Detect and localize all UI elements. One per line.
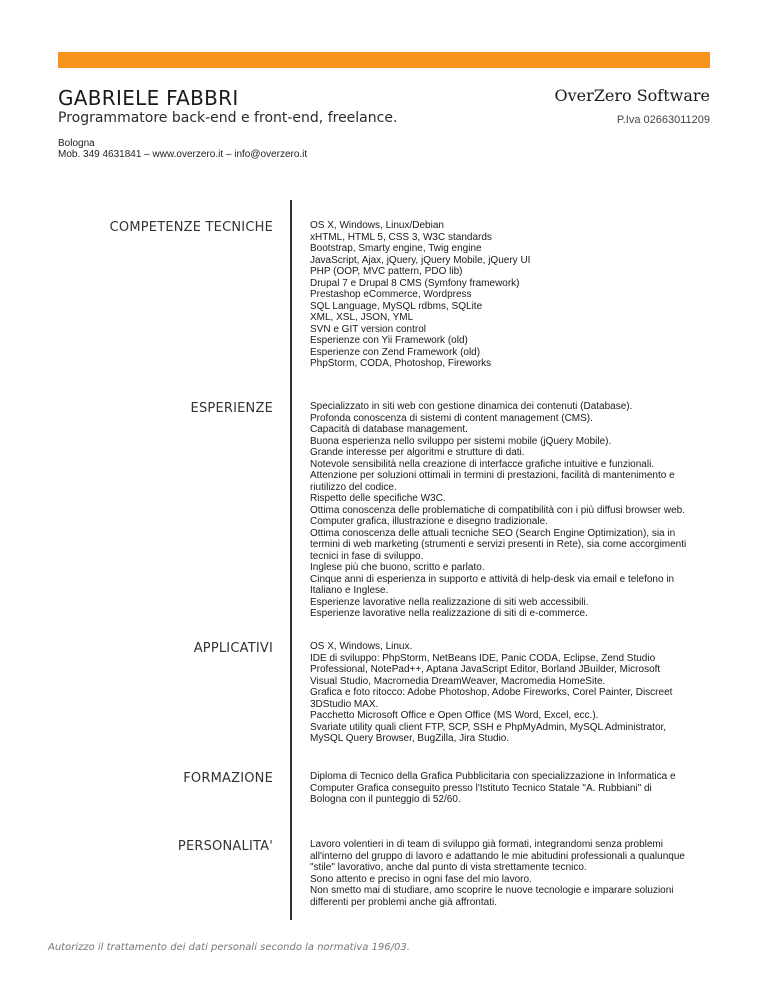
section-title: COMPETENZE TECNICHE [109,220,273,235]
privacy-footer: Autorizzo il trattamento dei dati personali secondo la normativa 196/03. [48,942,410,953]
section-line: PHP (OOP, MVC pattern, PDO lib) [310,266,463,277]
job-title: Programmatore back-end e front-end, freelance. [58,110,398,126]
section-line: Buona esperienza nello sviluppo per sistemi mobile (jQuery Mobile). [310,435,612,447]
section-line: differenti per problemi anche già affrontati. [310,896,497,908]
section-line: JavaScript, Ajax, jQuery, jQuery Mobile, jQuery UI [310,254,531,266]
section-line: "stile" lavorativo, anche dal punto di vista strettamente tecnico. [310,862,587,873]
section-line: IDE di sviluppo: PhpStorm, NetBeans IDE, Panic CODA, Eclipse, Zend Studio [310,652,656,664]
section-line: Ottima conoscenza delle problematiche di compatibilità con i più diffusi browser web. [310,504,686,516]
section-line: riutilizzo del codice. [310,481,397,493]
section-line: all'interno del gruppo di lavoro e adattando le mie abitudini professionali a qualunque [310,850,685,862]
section-line: Ottima conoscenza delle attuali tecniche SEO (Search Engine Optimization), sia in [310,527,676,539]
section-line: MySQL Query Browser, BugZilla, Jira Studio. [310,733,510,744]
section-line: Non smetto mai di studiare, amo scoprire le nuove tecnologie e imparare soluzioni [310,885,674,896]
section-body [310,220,710,370]
section-line: Visual Studio, Macromedia DreamWeaver, Macromedia HomeSite. [310,675,606,687]
section-line: Bootstrap, Smarty engine, Twig engine [310,243,482,254]
section-body [310,641,710,745]
section-line: Drupal 7 e Drupal 8 CMS (Symfony framework) [310,277,520,289]
accent-bar [58,52,710,68]
divider-line [290,200,292,920]
section-line: termini di web marketing (strumenti e servizi presenti in Rete), sia come accorgimenti [310,539,687,550]
section-line: Lavoro volentieri in di team di sviluppo già formati, integrandomi senza problemi [310,839,663,850]
section-line: Esperienze con Yii Framework (old) [310,335,468,346]
section-title: FORMAZIONE [183,771,273,786]
section-line: xHTML, HTML 5, CSS 3, W3C standards [310,231,492,243]
section-body [310,839,710,908]
section-line: Bologna con il punteggio di 52/60. [310,794,461,805]
section-line: Grafica e foto ritocco: Adobe Photoshop, Adobe Fireworks, Corel Painter, Discreet [310,687,673,698]
section-line: Specializzato in siti web con gestione dinamica dei contenuti (Database). [310,401,633,412]
section-line: Notevole sensibilità nella creazione di interfacce grafiche intuitive e funzionali. [310,458,655,470]
city: Bologna [58,138,95,149]
section-line: Grande interesse per algoritmi e strutture di dati. [310,447,525,458]
section-line: OS X, Windows, Linux. [310,641,413,652]
section-title: PERSONALITA' [177,839,273,854]
section-line: Svariate utility quali client FTP, SCP, SSH e PhpMyAdmin, MySQL Administrator, [310,721,667,733]
company-name: OverZero Software [554,86,710,105]
section-line: PhpStorm, CODA, Photoshop, Fireworks [310,358,492,369]
section-line: Italiano e Inglese. [310,585,389,596]
section-line: Pacchetto Microsoft Office e Open Office (MS Word, Excel, ecc.). [310,710,599,721]
section-line: XML, XSL, JSON, YML [310,312,414,323]
section-title: APPLICATIVI [193,641,273,656]
section-line: Computer grafica, illustrazione e disegno tradizionale. [310,516,548,527]
section-line: tecnici in fase di sviluppo. [310,550,424,562]
section-line: SQL Language, MySQL rdbms, SQLite [310,300,483,312]
section-title: ESPERIENZE [190,401,273,416]
vat-number: P.Iva 02663011209 [616,114,710,126]
section-line: Professional, NotePad++, Aptana JavaScript Editor, Borland JBuilder, Microsoft [310,664,661,675]
section-line: Inglese più che buono, scritto e parlato. [310,562,485,573]
section-body [310,771,710,806]
section-line: Diploma di Tecnico della Grafica Pubblicitaria con specializzazione in Informatica e [310,771,676,782]
section-line: Computer Grafica conseguito presso l'Istituto Tecnico Statale "A. Rubbiani" di [310,782,652,794]
person-name: GABRIELE FABBRI [58,86,239,110]
section-line: 3DStudio MAX. [310,698,379,710]
section-line: Rispetto delle specifiche W3C. [310,493,446,504]
section-line: OS X, Windows, Linux/Debian [310,220,444,231]
section-line: Prestashop eCommerce, Wordpress [310,289,472,300]
section-line: Profonda conoscenza di sistemi di content management (CMS). [310,412,593,424]
section-line: Cinque anni di esperienza in supporto e attività di help-desk via email e telefono in [310,573,675,585]
section-line: Esperienze lavorative nella realizzazione di siti di e-commerce. [310,608,588,619]
section-line: Sono attento e preciso in ogni fase del mio lavoro. [310,873,532,885]
section-line: SVN e GIT version control [310,323,426,335]
section-line: Capacità di database management. [310,424,468,435]
section-line: Esperienze con Zend Framework (old) [310,346,481,358]
contact-info: Mob. 349 4631841 – www.overzero.it – info@overzero.it [58,149,308,160]
section-body [310,401,710,620]
section-line: Attenzione per soluzioni ottimali in termini di prestazioni, facilità di mantenimento e [310,470,675,481]
section-line: Esperienze lavorative nella realizzazione di siti web accessibili. [310,596,589,608]
